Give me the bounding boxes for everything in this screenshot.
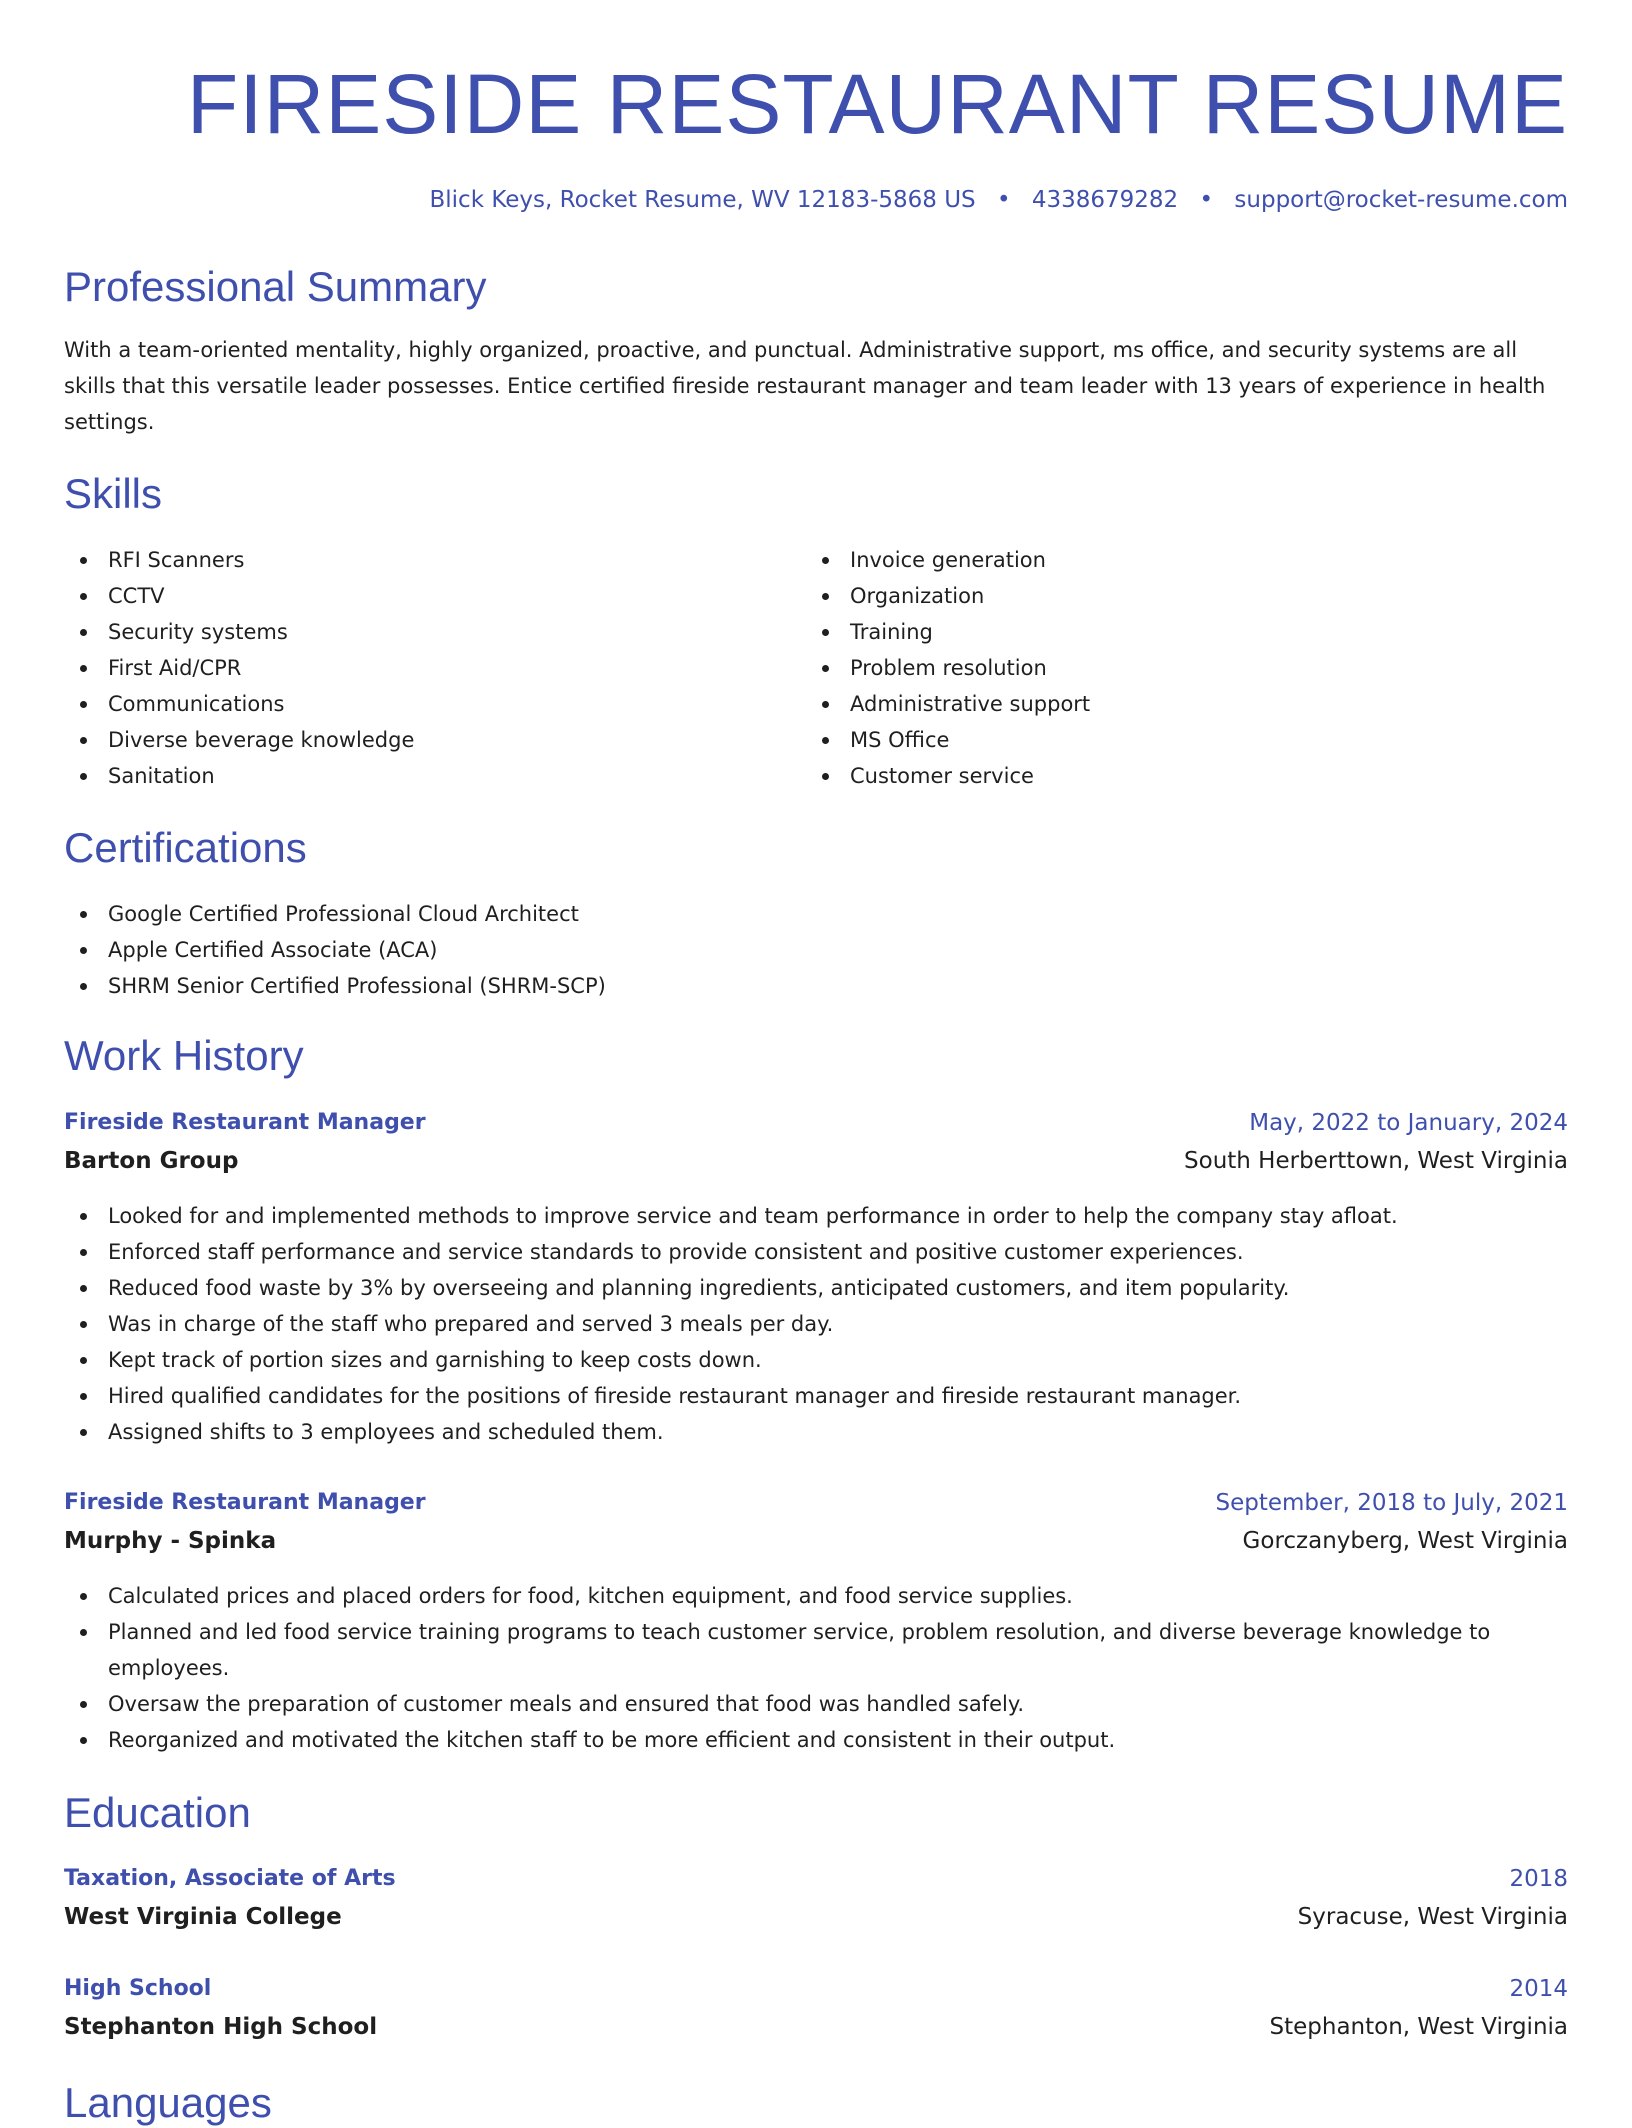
job-bullets — [64, 1198, 1568, 1450]
skill-item: Customer service — [806, 758, 1506, 794]
education-location: Stephanton, West Virginia — [1269, 2014, 1568, 2040]
skill-item: Communications — [64, 686, 764, 722]
resume-name: FIRESIDE RESTAURANT RESUME — [186, 57, 1568, 151]
job-bullet: Was in charge of the staff who prepared and served 3 meals per day. — [64, 1306, 1568, 1342]
skill-item: Administrative support — [806, 686, 1506, 722]
education-school: West Virginia College — [64, 1904, 342, 1930]
skills-list-left — [64, 542, 764, 794]
contact-line — [430, 182, 1569, 218]
skill-item: RFI Scanners — [64, 542, 764, 578]
work-history-heading: Work History — [64, 1032, 304, 1079]
job-company: Murphy - Spinka — [64, 1528, 277, 1554]
job-dates: May, 2022 to January, 2024 — [1249, 1110, 1568, 1136]
education-heading: Education — [64, 1789, 251, 1836]
job-bullet: Oversaw the preparation of customer meals and ensured that food was handled safely. — [64, 1686, 1504, 1722]
job-bullet: Planned and led food service training programs to teach customer service, problem resolution, and diverse beverage knowledge to employees. — [64, 1614, 1504, 1686]
summary-heading: Professional Summary — [64, 263, 487, 310]
job-bullets — [64, 1578, 1504, 1758]
job-company-row — [64, 1142, 1568, 1180]
certifications-list — [64, 896, 1568, 1004]
education-degree: Taxation, Associate of Arts — [64, 1866, 396, 1891]
skill-item: First Aid/CPR — [64, 650, 764, 686]
contact-email: support@rocket-resume.com — [1234, 187, 1568, 213]
skill-item: CCTV — [64, 578, 764, 614]
job-title-row — [64, 1104, 1568, 1142]
job-bullet: Hired qualified candidates for the positions of fireside restaurant manager and fireside restaurant manager. — [64, 1378, 1568, 1414]
contact-address: Blick Keys, Rocket Resume, WV 12183-5868 US — [429, 187, 976, 213]
job-bullet: Calculated prices and placed orders for food, kitchen equipment, and food service supplies. — [64, 1578, 1504, 1614]
job-role: Fireside Restaurant Manager — [64, 1110, 426, 1135]
skill-item: Organization — [806, 578, 1506, 614]
job-location: Gorczanyberg, West Virginia — [1242, 1528, 1568, 1554]
education-degree: High School — [64, 1976, 212, 2001]
education-school-row — [64, 1898, 1568, 1936]
job-bullet: Assigned shifts to 3 employees and scheduled them. — [64, 1414, 1568, 1450]
job-bullet: Looked for and implemented methods to improve service and team performance in order to help the company stay afloat. — [64, 1198, 1568, 1234]
certifications-heading: Certifications — [64, 824, 307, 871]
resume-header — [64, 0, 1568, 213]
skill-item: Sanitation — [64, 758, 764, 794]
skill-item: MS Office — [806, 722, 1506, 758]
job-dates: September, 2018 to July, 2021 — [1215, 1490, 1568, 1516]
education-year: 2018 — [1509, 1866, 1568, 1892]
contact-separator: • — [996, 187, 1011, 213]
education-location: Syracuse, West Virginia — [1297, 1904, 1568, 1930]
contact-separator: • — [1199, 187, 1214, 213]
skill-item: Invoice generation — [806, 542, 1506, 578]
skills-list-right — [806, 542, 1506, 794]
certification-item: SHRM Senior Certified Professional (SHRM-SCP) — [64, 968, 1568, 1004]
job-bullet: Enforced staff performance and service standards to provide consistent and positive customer experiences. — [64, 1234, 1568, 1270]
education-title-row — [64, 1970, 1568, 2008]
resume-page — [64, 0, 1568, 2126]
skill-item: Problem resolution — [806, 650, 1506, 686]
summary-text: With a team-oriented mentality, highly organized, proactive, and punctual. Administrative support, ms office, and security systems are all skills that this versatile leader possesses. Entice certified fireside restaurant manager and team leader with 13 years of experience in health settings. — [64, 338, 1546, 434]
contact-phone: 4338679282 — [1031, 187, 1179, 213]
job-title-row — [64, 1484, 1568, 1522]
job-company-row — [64, 1522, 1568, 1560]
job-role: Fireside Restaurant Manager — [64, 1490, 426, 1515]
education-title-row — [64, 1860, 1568, 1898]
education-school: Stephanton High School — [64, 2014, 378, 2040]
skill-item: Training — [806, 614, 1506, 650]
job-bullet: Kept track of portion sizes and garnishing to keep costs down. — [64, 1342, 1568, 1378]
certification-item: Google Certified Professional Cloud Architect — [64, 896, 1568, 932]
job-location: South Herberttown, West Virginia — [1184, 1148, 1568, 1174]
education-year: 2014 — [1509, 1976, 1568, 2002]
skill-item: Diverse beverage knowledge — [64, 722, 764, 758]
certification-item: Apple Certified Associate (ACA) — [64, 932, 1568, 968]
languages-heading: Languages — [64, 2079, 272, 2126]
skill-item: Security systems — [64, 614, 764, 650]
job-bullet: Reduced food waste by 3% by overseeing and planning ingredients, anticipated customers, and item popularity. — [64, 1270, 1568, 1306]
education-school-row — [64, 2008, 1568, 2046]
skills-heading: Skills — [64, 470, 163, 517]
job-bullet: Reorganized and motivated the kitchen staff to be more efficient and consistent in their output. — [64, 1722, 1504, 1758]
job-company: Barton Group — [64, 1148, 239, 1174]
